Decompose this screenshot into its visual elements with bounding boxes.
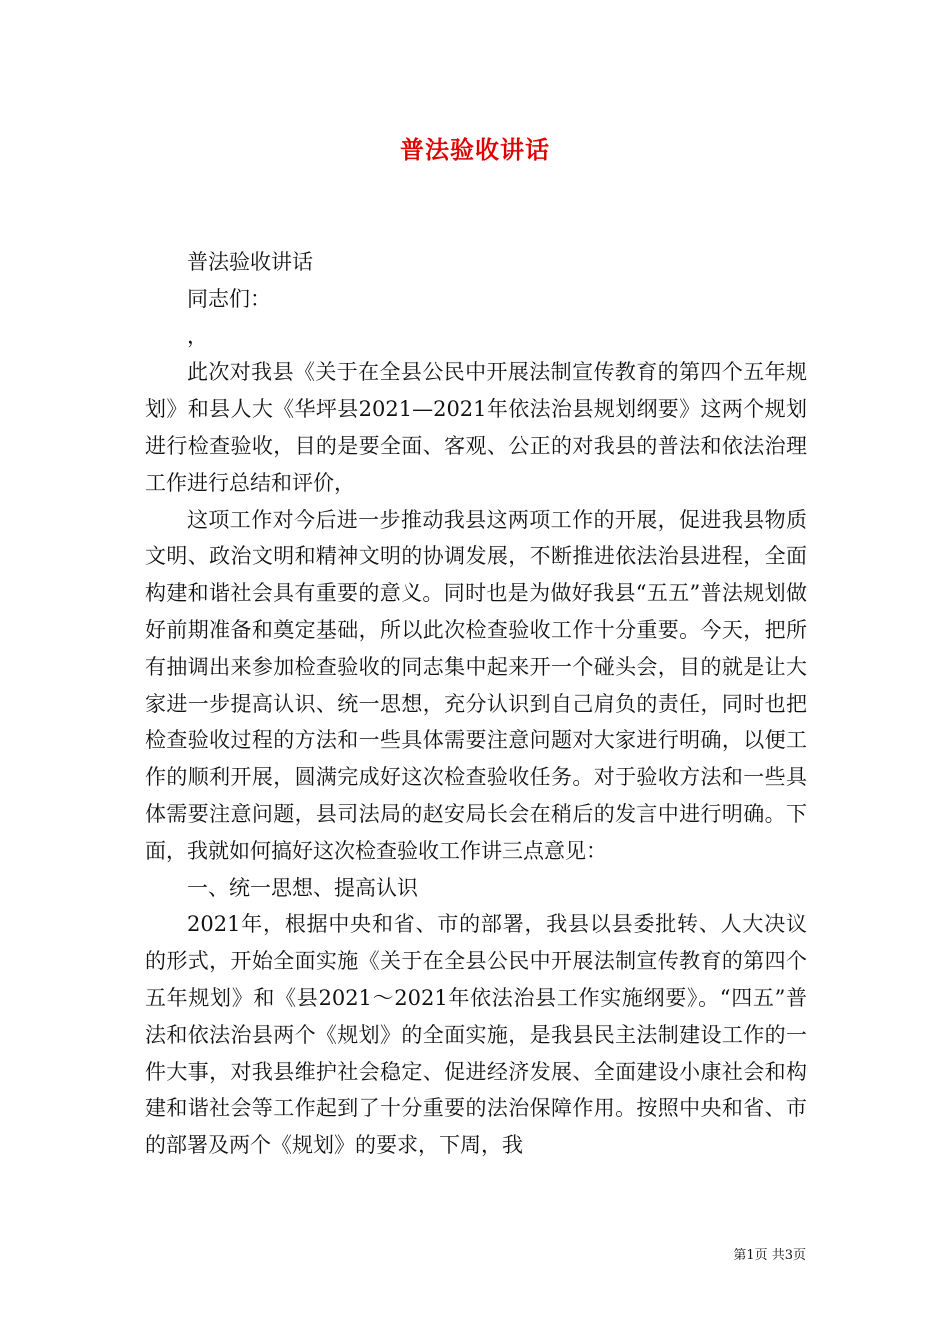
body-paragraph: ， <box>187 323 208 348</box>
body-paragraph: 普法验收讲话 <box>187 250 313 274</box>
section-heading: 一、统一思想、提高认识 <box>187 875 418 900</box>
body-paragraph: 这项工作对今后进一步推动我县这两项工作的开展，促进我县物质文明、政治文明和精神文明的协调发展，不断推进依法治县进程，全面构建和谐社会具有重要的意义。同时也是为做好我县“五五”普法规划做好前期准备和奠定基础，所以此次检查验收工作十分重要。今天，把所有抽调出来参加检查验收的同志集中起来开一个碰头会，目的就是让大家进一步提高认识、统一思想，充分认识到自己肩负的责任，同时也把检查验收过程的方法和一些具体需要注意问题对大家进行明确，以便工作的顺利开展，圆满完成好这次检查验收任务。对于验收方法和一些具体需要注意问题，县司法局的赵安局长会在稍后的发言中进行明确。下面，我就如何搞好这次检查验收工作讲三点意见： <box>145 507 807 863</box>
body-paragraph: 此次对我县《关于在全县公民中开展法制宣传教育的第四个五年规划》和县人大《华坪县2021—2021年依法治县规划纲要》这两个规划进行检查验收，目的是要全面、客观、公正的对我县的普法和依法治理工作进行总结和评价， <box>145 360 807 495</box>
page-number: 第1页 共3页 <box>733 1248 806 1263</box>
body-paragraph: 2021年，根据中央和省、市的部署，我县以县委批转、人大决议的形式，开始全面实施《关于在全县公民中开展法制宣传教育的第四个五年规划》和《县2021～2021年依法治县工作实施纲要》。“四五”普法和依法治县两个《规划》的全面实施，是我县民主法制建设工作的一件大事，对我县维护社会稳定、促进经济发展、全面建设小康社会和构建和谐社会等工作起到了十分重要的法治保障作用。按照中央和省、市的部署及两个《规划》的要求，下周，我 <box>145 912 807 1158</box>
body-paragraph: 同志们： <box>187 286 271 311</box>
document-body <box>145 244 807 1164</box>
document-title: 普法验收讲话 <box>400 135 550 164</box>
